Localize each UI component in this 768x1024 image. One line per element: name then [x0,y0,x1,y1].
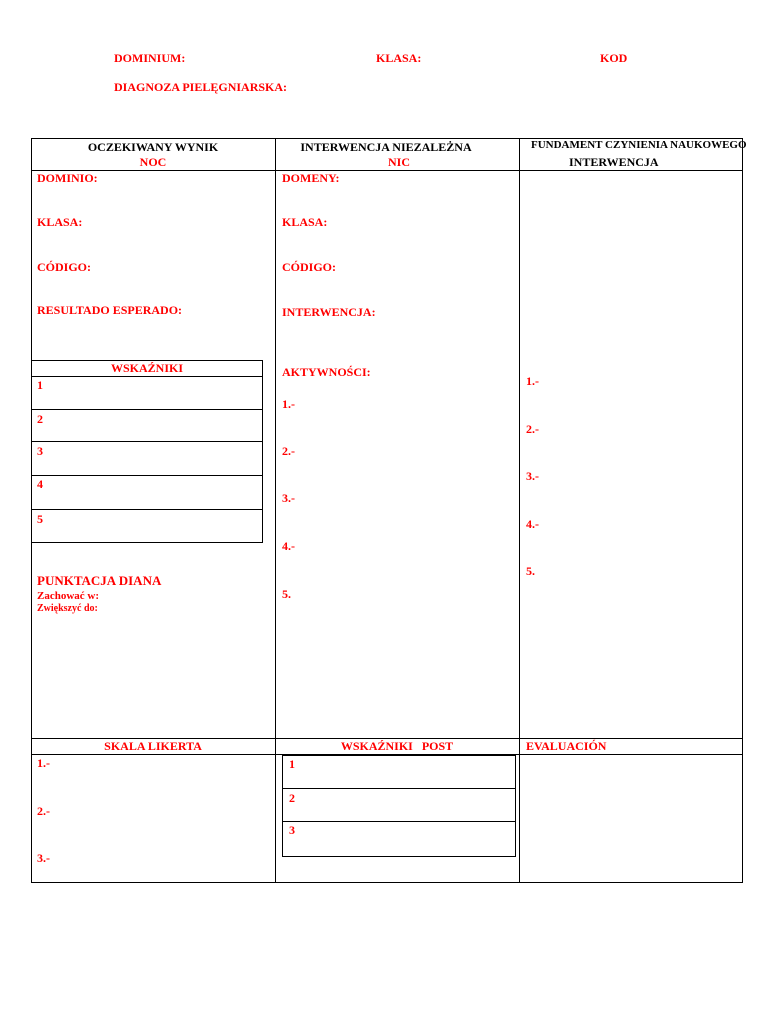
wskazniki-title: WSKAŹNIKI [110,361,184,375]
wskazniki-divider [31,409,263,410]
fundament-column-title: FUNDAMENT CZYNIENIA NAUKOWEGO [531,139,747,151]
wskazniki-post-divider [282,821,516,822]
nic-item: 3.- [282,491,295,505]
wskazniki-row: 4 [37,477,43,491]
column-divider [519,138,520,883]
wskazniki-divider [31,376,263,377]
evaluacion-title: EVALUACIÓN [526,739,607,753]
nic-domeny-label: DOMENY: [282,171,340,185]
fundament-item: 3.- [526,469,539,483]
wskazniki-divider [31,509,263,510]
punktacja-label: PUNKTACJA DIANA [37,573,162,588]
kod-label: KOD [600,51,628,65]
wskazniki-table [31,360,263,543]
column-divider [275,138,276,883]
skala-likerta-title: SKALA LIKERTA [104,739,202,753]
nic-klasa-label: KLASA: [282,215,328,229]
wskazniki-row: 3 [37,444,43,458]
header-row-divider [31,170,743,171]
noc-codigo-label: CÓDIGO: [37,260,91,274]
fundament-item: 5. [526,564,535,578]
zachowac-label: Zachować w: [37,590,100,602]
nic-column-title: INTERWENCJA NIEZALEŻNA [300,140,472,154]
wskazniki-row: 1 [37,378,43,392]
noc-klasa-label: KLASA: [37,215,83,229]
nic-aktywnosci-label: AKTYWNOŚCI: [282,365,371,379]
klasa-header-label: KLASA: [376,51,422,65]
diagnoza-label: DIAGNOZA PIELĘGNIARSKA: [114,80,288,94]
dominium-label: DOMINIUM: [114,51,186,65]
noc-resultado-label: RESULTADO ESPERADO: [37,303,183,317]
wskazniki-row: 2 [37,412,43,426]
nic-item: 2.- [282,444,295,458]
wskazniki-divider [31,441,263,442]
fundament-item: 1.- [526,374,539,388]
noc-dominio-label: DOMINIO: [37,171,98,185]
noc-column-title: OCZEKIWANY WYNIK [87,140,219,154]
fundament-item: 4.- [526,517,539,531]
wskazniki-row: 5 [37,512,43,526]
zwiekszyc-label: Zwiększyć do: [37,603,98,614]
wskazniki-post-row: 3 [289,823,295,837]
nic-item: 1.- [282,397,295,411]
wskazniki-post-row: 2 [289,791,295,805]
nic-column-subtitle: NIC [387,155,410,169]
wskazniki-post-row: 1 [289,757,295,771]
skala-item: 3.- [37,851,50,865]
fundament-item: 2.- [526,422,539,436]
skala-item: 1.- [37,756,50,770]
nic-codigo-label: CÓDIGO: [282,260,336,274]
skala-item: 2.- [37,804,50,818]
wskazniki-divider [31,475,263,476]
fundament-column-subtitle: INTERWENCJA [569,155,659,169]
noc-column-subtitle: NOC [139,155,167,169]
nic-interwencja-label: INTERWENCJA: [282,305,376,319]
nic-item: 4.- [282,539,295,553]
wskazniki-post-table [282,755,516,857]
wskazniki-post-divider [282,788,516,789]
wskazniki-post-title: WSKAŹNIKI POST [340,739,454,753]
nic-item: 5. [282,587,291,601]
